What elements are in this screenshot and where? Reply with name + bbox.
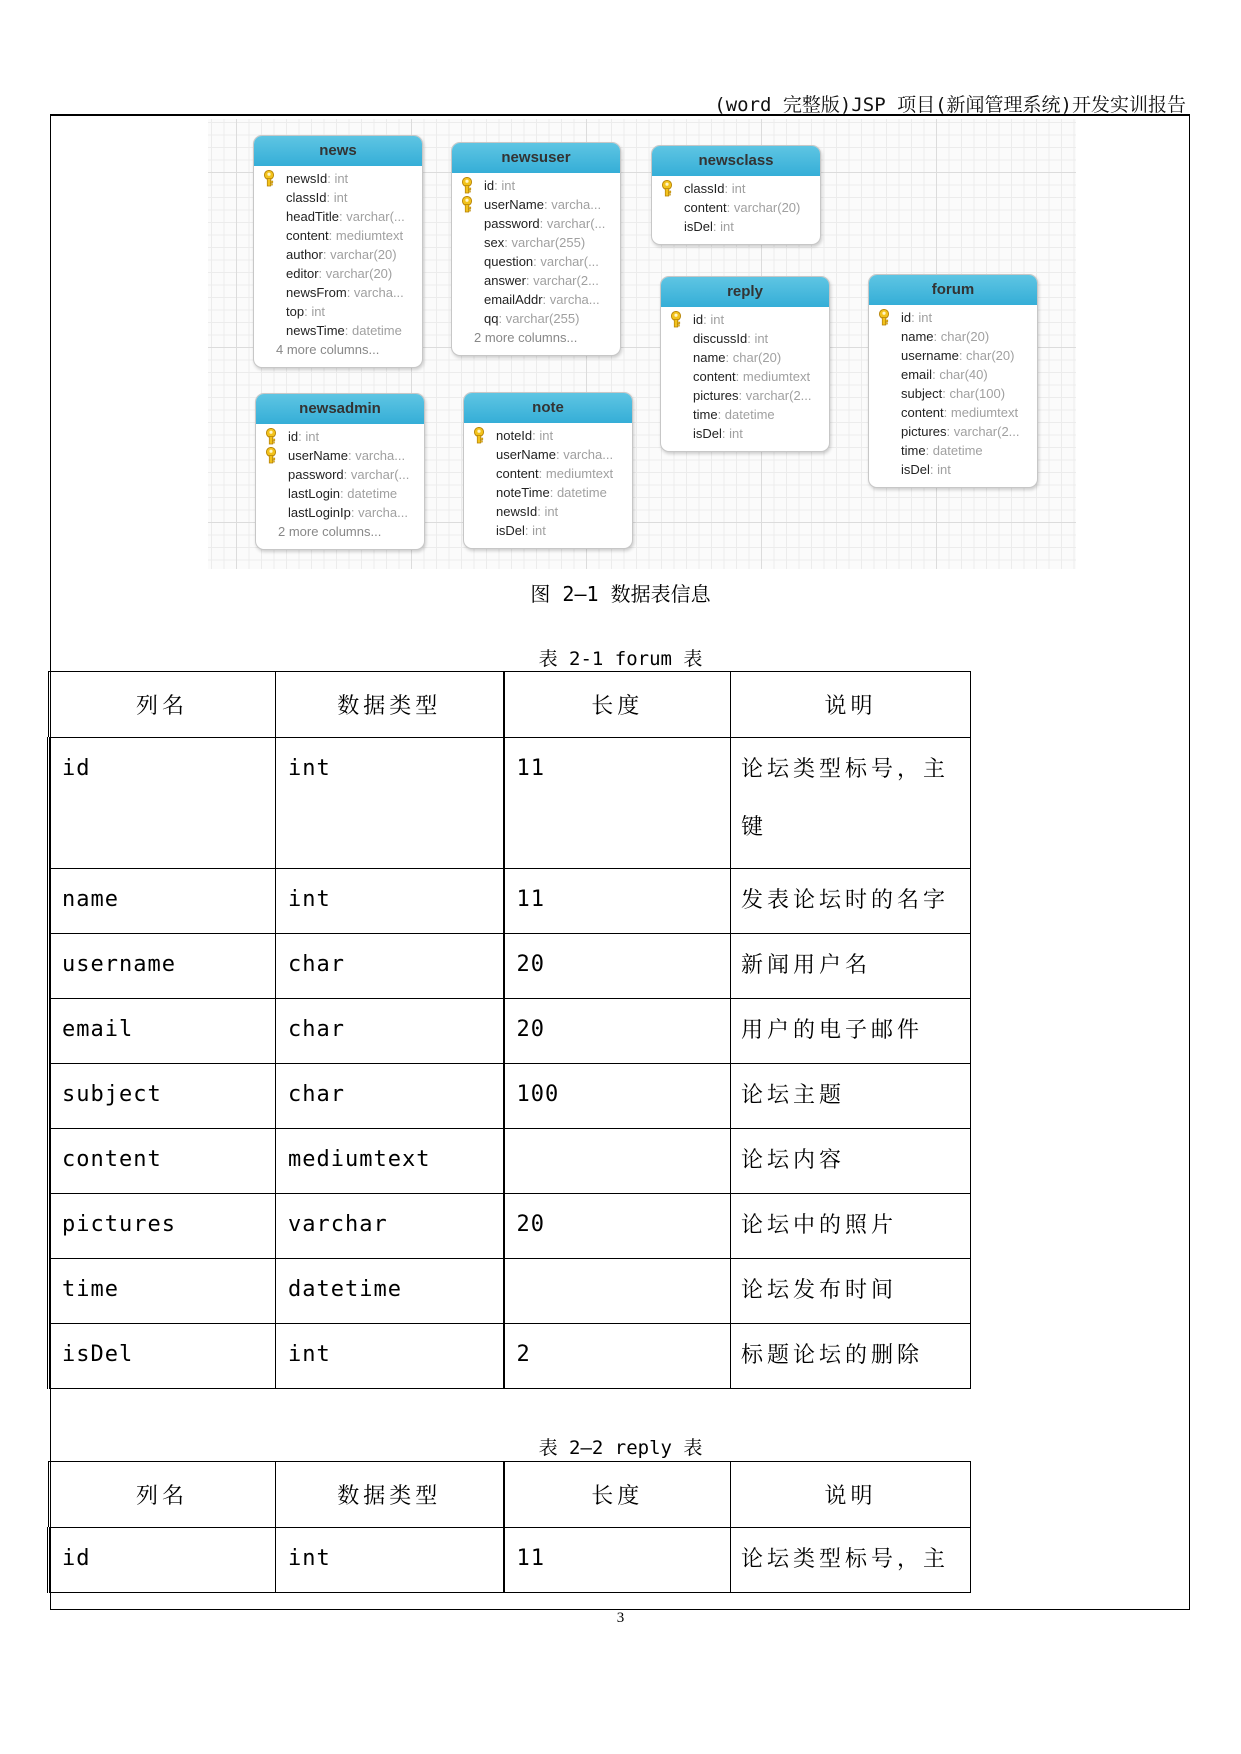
entity-field [254, 321, 422, 340]
entity-fields [256, 424, 424, 549]
field-separator: : [350, 505, 359, 520]
primary-key-icon [461, 196, 473, 213]
description-cell: 发表论坛时的名字 [731, 869, 971, 934]
field-name: newsFrom [286, 285, 347, 300]
length-cell: 11 [504, 869, 731, 934]
field-type: datetime [556, 485, 607, 500]
entity-field [256, 446, 424, 465]
field-separator: : [343, 467, 351, 482]
column-name-cell: email [49, 999, 276, 1064]
field-type: char(100) [949, 386, 1006, 401]
primary-key-icon [661, 180, 673, 197]
description-cell: 标题论坛的删除 [731, 1324, 971, 1389]
field-type: int [731, 181, 746, 196]
field-name: content [684, 200, 727, 215]
field-separator: : [347, 448, 356, 463]
entity-newsuser [451, 142, 621, 356]
field-separator: : [943, 405, 951, 420]
field-separator: : [524, 523, 533, 538]
entity-field [869, 327, 1037, 346]
entity-fields [652, 176, 820, 244]
entity-field [464, 483, 632, 502]
field-separator: : [339, 209, 347, 224]
entity-fields [661, 307, 829, 451]
entity-field [254, 302, 422, 321]
field-type: varchar(2... [745, 388, 812, 403]
table-row [49, 934, 971, 999]
entity-field [869, 384, 1037, 403]
length-cell: 20 [504, 999, 731, 1064]
field-type: int [710, 312, 725, 327]
field-type: char(20) [966, 348, 1015, 363]
primary-key-icon [473, 427, 485, 444]
length-cell: 11 [504, 738, 731, 869]
entity-field [254, 264, 422, 283]
field-separator: : [539, 216, 547, 231]
column-header: 长度 [504, 672, 731, 738]
field-separator: : [929, 462, 938, 477]
table-header-row [49, 1462, 971, 1528]
field-name: qq [484, 311, 499, 326]
field-type: varcha... [563, 447, 614, 462]
primary-key-icon [878, 309, 890, 326]
entity-title: note [464, 393, 632, 423]
field-name: classId [684, 181, 725, 196]
field-type: int [539, 428, 554, 443]
primary-key-icon [670, 311, 682, 328]
entity-field [661, 329, 829, 348]
data-type-cell: datetime [276, 1259, 504, 1324]
field-type: int [501, 178, 516, 193]
length-cell: 20 [504, 1194, 731, 1259]
entity-field [652, 217, 820, 236]
field-name: noteTime [496, 485, 550, 500]
field-type: varcha... [355, 448, 406, 463]
field-separator: : [724, 181, 732, 196]
field-separator: : [494, 178, 502, 193]
field-name: content [901, 405, 944, 420]
field-name: sex [484, 235, 505, 250]
field-type: int [720, 219, 734, 234]
table-header-row [49, 672, 971, 738]
field-name: time [693, 407, 718, 422]
field-separator: : [555, 447, 564, 462]
description-cell: 论坛内容 [731, 1129, 971, 1194]
field-type: varcha... [358, 505, 408, 520]
field-type: varchar(255) [505, 311, 580, 326]
field-separator: : [537, 504, 545, 519]
field-separator: : [532, 428, 540, 443]
field-name: newsTime [286, 323, 345, 338]
entity-title: news [254, 136, 422, 166]
field-type: mediumtext [545, 466, 614, 481]
more-columns-link[interactable]: 2 more columns... [474, 330, 578, 345]
table-row [49, 1528, 971, 1593]
entity-field [452, 290, 620, 309]
field-separator: : [925, 443, 933, 458]
entity-field [869, 365, 1037, 384]
field-type: varchar(... [350, 467, 410, 482]
field-type: varchar(20) [733, 200, 801, 215]
description-cell: 论坛中的照片 [731, 1194, 971, 1259]
reply-table [47, 1461, 971, 1593]
column-name-cell: isDel [49, 1324, 276, 1389]
entity-fields [464, 423, 632, 548]
field-type: int [729, 426, 743, 441]
data-type-cell: char [276, 999, 504, 1064]
field-type: varchar(20) [330, 247, 397, 262]
description-cell: 论坛类型标号，主 [731, 1528, 971, 1593]
field-name: discussId [693, 331, 748, 346]
field-type: varchar(2... [533, 273, 599, 288]
entity-field [661, 348, 829, 367]
field-name: password [288, 467, 344, 482]
field-separator: : [340, 486, 348, 501]
field-separator: : [717, 407, 725, 422]
field-separator: : [344, 323, 352, 338]
field-name: content [496, 466, 539, 481]
field-name: userName [496, 447, 556, 462]
table-row [49, 1064, 971, 1129]
entity-field [869, 308, 1037, 327]
data-type-cell: int [276, 869, 504, 934]
field-separator: : [942, 386, 950, 401]
field-type: varcha... [353, 285, 404, 300]
field-name: top [286, 304, 305, 319]
column-header: 数据类型 [276, 672, 504, 738]
field-name: name [693, 350, 726, 365]
description-cell: 用户的电子邮件 [731, 999, 971, 1064]
field-type: varchar(20) [325, 266, 393, 281]
field-separator: : [721, 426, 730, 441]
field-separator: : [911, 310, 919, 325]
primary-key-icon [263, 170, 275, 187]
table-row [49, 1324, 971, 1389]
entity-title: newsclass [652, 146, 820, 176]
field-separator: : [712, 219, 721, 234]
table-row [49, 1259, 971, 1324]
length-cell: 20 [504, 934, 731, 999]
length-cell [504, 1259, 731, 1324]
field-separator: : [346, 285, 354, 300]
field-separator: : [322, 247, 331, 262]
field-name: emailAddr [484, 292, 543, 307]
field-type: datetime [347, 486, 398, 501]
description-cell: 论坛类型标号，主键 [731, 738, 971, 869]
table-row [49, 869, 971, 934]
column-header: 说明 [731, 672, 971, 738]
field-type: mediumtext [335, 228, 404, 243]
data-type-cell: int [276, 1324, 504, 1389]
entity-title: newsuser [452, 143, 620, 173]
length-cell: 11 [504, 1528, 731, 1593]
field-name: newsId [286, 171, 328, 186]
field-separator: : [327, 171, 335, 186]
entity-field [452, 214, 620, 233]
field-name: id [693, 312, 704, 327]
field-separator: : [703, 312, 711, 327]
length-cell: 100 [504, 1064, 731, 1129]
er-diagram [208, 119, 1076, 569]
entity-field [452, 309, 620, 328]
field-name: noteId [496, 428, 533, 443]
column-name-cell: id [49, 738, 276, 869]
entity-field [464, 502, 632, 521]
entity-forum [868, 274, 1038, 488]
field-name: newsId [496, 504, 538, 519]
entity-field [661, 386, 829, 405]
entity-newsadmin [255, 393, 425, 550]
entity-fields [254, 166, 422, 367]
field-separator: : [326, 190, 334, 205]
field-separator: : [549, 485, 557, 500]
figure-caption: 图 2—1 数据表信息 [530, 582, 711, 606]
data-type-cell: char [276, 1064, 504, 1129]
page-number: 3 [616, 1610, 625, 1626]
column-name-cell: id [49, 1528, 276, 1593]
entity-field [652, 179, 820, 198]
field-separator: : [726, 200, 734, 215]
field-separator: : [946, 424, 954, 439]
field-name: answer [484, 273, 526, 288]
field-name: content [693, 369, 736, 384]
field-type: varchar(2... [953, 424, 1020, 439]
description-cell: 论坛主题 [731, 1064, 971, 1129]
data-type-cell: varchar [276, 1194, 504, 1259]
field-separator: : [525, 273, 534, 288]
entity-field [452, 252, 620, 271]
column-header: 列名 [49, 1462, 276, 1528]
field-separator: : [504, 235, 512, 250]
primary-key-icon [461, 177, 473, 194]
field-name: password [484, 216, 540, 231]
field-separator: : [738, 388, 746, 403]
field-separator: : [298, 429, 306, 444]
entity-field [452, 233, 620, 252]
field-name: userName [288, 448, 348, 463]
entity-field [452, 176, 620, 195]
entity-reply [660, 276, 830, 452]
entity-field [254, 283, 422, 302]
field-name: editor [286, 266, 319, 281]
table-row [49, 1194, 971, 1259]
field-separator: : [304, 304, 312, 319]
entity-field [254, 245, 422, 264]
entity-field [256, 484, 424, 503]
field-type: mediumtext [742, 369, 811, 384]
field-name: id [484, 178, 495, 193]
entity-field [869, 422, 1037, 441]
entity-field [661, 424, 829, 443]
field-separator: : [328, 228, 336, 243]
more-columns-link[interactable]: 4 more columns... [276, 342, 380, 357]
field-type: datetime [724, 407, 775, 422]
field-separator: : [747, 331, 755, 346]
field-name: time [901, 443, 926, 458]
entity-fields [452, 173, 620, 355]
entity-field [256, 503, 424, 522]
field-name: lastLogin [288, 486, 341, 501]
field-type: int [544, 504, 559, 519]
entity-field [464, 426, 632, 445]
field-separator: : [538, 466, 546, 481]
data-type-cell: char [276, 934, 504, 999]
entity-title: reply [661, 277, 829, 307]
entity-field [254, 207, 422, 226]
field-type: int [305, 429, 320, 444]
field-name: content [286, 228, 329, 243]
entity-field [869, 346, 1037, 365]
entity-field [452, 271, 620, 290]
column-name-cell: username [49, 934, 276, 999]
field-name: id [288, 429, 299, 444]
table2-caption: 表 2—2 reply 表 [538, 1437, 703, 1459]
description-cell: 论坛发布时间 [731, 1259, 971, 1324]
table-row [49, 999, 971, 1064]
field-separator: : [533, 254, 541, 269]
field-separator: : [318, 266, 326, 281]
entity-field [661, 310, 829, 329]
length-cell [504, 1129, 731, 1194]
column-name-cell: name [49, 869, 276, 934]
field-type: varchar(... [546, 216, 606, 231]
field-type: int [937, 462, 951, 477]
running-header: (word 完整版)JSP 项目(新闻管理系统)开发实训报告 [714, 94, 1186, 116]
table-row [49, 738, 971, 869]
length-cell: 2 [504, 1324, 731, 1389]
field-name: author [286, 247, 323, 262]
forum-table [47, 671, 971, 1389]
field-type: int [333, 190, 348, 205]
entity-field [254, 226, 422, 245]
field-name: subject [901, 386, 943, 401]
field-type: datetime [352, 323, 402, 338]
field-name: pictures [693, 388, 739, 403]
field-name: name [901, 329, 934, 344]
field-type: datetime [932, 443, 983, 458]
entity-field [661, 367, 829, 386]
entity-title: forum [869, 275, 1037, 305]
field-type: char(40) [939, 367, 988, 382]
field-separator: : [932, 367, 940, 382]
table1-caption: 表 2-1 forum 表 [538, 648, 703, 670]
field-type: mediumtext [950, 405, 1019, 420]
entity-field [869, 441, 1037, 460]
field-name: headTitle [286, 209, 339, 224]
column-name-cell: time [49, 1259, 276, 1324]
entity-field [256, 427, 424, 446]
field-separator: : [725, 350, 733, 365]
entity-field [254, 169, 422, 188]
column-name-cell: content [49, 1129, 276, 1194]
entity-field [464, 521, 632, 540]
field-name: userName [484, 197, 544, 212]
column-name-cell: pictures [49, 1194, 276, 1259]
field-type: varchar(255) [511, 235, 586, 250]
field-separator: : [543, 197, 552, 212]
field-name: classId [286, 190, 327, 205]
field-name: isDel [901, 462, 930, 477]
field-type: int [334, 171, 349, 186]
entity-field [254, 188, 422, 207]
table-row [49, 1129, 971, 1194]
entity-field [869, 460, 1037, 479]
field-type: char(20) [940, 329, 990, 344]
field-type: varcha... [549, 292, 600, 307]
field-separator: : [933, 329, 941, 344]
field-name: isDel [684, 219, 713, 234]
primary-key-icon [265, 428, 277, 445]
field-name: isDel [693, 426, 722, 441]
field-type: varchar(... [540, 254, 599, 269]
entity-field [869, 403, 1037, 422]
entity-field [652, 198, 820, 217]
data-type-cell: int [276, 738, 504, 869]
data-type-cell: mediumtext [276, 1129, 504, 1194]
field-separator: : [542, 292, 550, 307]
field-type: int [311, 304, 326, 319]
column-name-cell: subject [49, 1064, 276, 1129]
field-type: int [754, 331, 769, 346]
field-type: varcha... [551, 197, 602, 212]
entity-news [253, 135, 423, 368]
field-name: username [901, 348, 959, 363]
entity-field [452, 195, 620, 214]
field-name: lastLoginIp [288, 505, 351, 520]
primary-key-icon [265, 447, 277, 464]
field-name: pictures [901, 424, 947, 439]
field-type: varchar(... [346, 209, 405, 224]
entity-field [464, 445, 632, 464]
field-separator: : [958, 348, 967, 363]
column-header: 数据类型 [276, 1462, 504, 1528]
more-columns-link[interactable]: 2 more columns... [278, 524, 382, 539]
entity-title: newsadmin [256, 394, 424, 424]
field-name: isDel [496, 523, 525, 538]
column-header: 说明 [731, 1462, 971, 1528]
entity-newsclass [651, 145, 821, 245]
entity-field [256, 465, 424, 484]
field-separator: : [498, 311, 506, 326]
column-header: 列名 [49, 672, 276, 738]
entity-fields [869, 305, 1037, 487]
field-type: int [532, 523, 546, 538]
data-type-cell: int [276, 1528, 504, 1593]
field-name: question [484, 254, 534, 269]
field-type: int [918, 310, 933, 325]
description-cell: 新闻用户名 [731, 934, 971, 999]
field-type: char(20) [732, 350, 782, 365]
column-header: 长度 [504, 1462, 731, 1528]
field-separator: : [735, 369, 743, 384]
entity-field [464, 464, 632, 483]
field-name: email [901, 367, 933, 382]
entity-field [661, 405, 829, 424]
entity-note [463, 392, 633, 549]
field-name: id [901, 310, 912, 325]
